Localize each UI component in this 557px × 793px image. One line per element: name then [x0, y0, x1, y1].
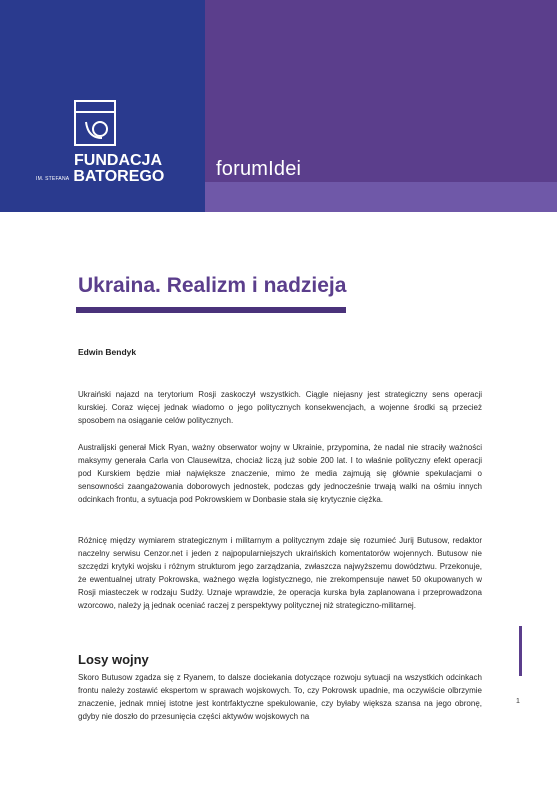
logo-text-im-stefana: IM. STEFANA: [36, 176, 70, 182]
paragraph-3: Różnicę między wymiarem strategicznym i militarnym a politycznym zdaje się rozumieć Jurij Butusow, redaktor naczelny serwisu Cenzor.net i jeden z najpopularniejszych ukraińskich komentatorów wojennych. Butusow nie szczędzi krytyki wojsku i różnym strukturom jego zarządzania, zwłaszcza najwyższemu dowództwu. Przekonuje, że ewentualnej utraty Pokrowska, ważnego węzła logistycznego, nie zrekompensuje nawet 50 okupowanych w Rosji miasteczek w rodzaju Sudży. Uznaje wprawdzie, że operacja kurska była zaplanowana i przeprowadzona wzorcowo, należy ją jednak oceniać raczej z perspektywy politycznej niż strategiczno-militarnej.: [78, 536, 482, 610]
document-title: Ukraina. Realizm i nadzieja: [78, 274, 347, 297]
logo-text-fundacja: FUNDACJA: [74, 152, 162, 169]
page-number: 1: [516, 698, 520, 705]
section-heading: Losy wojny: [78, 652, 149, 667]
paragraph-1: Ukraiński najazd na terytorium Rosji zaskoczył wszystkich. Ciągle niejasny jest strategiczny sens operacji kurskiej. Coraz więcej jednak wiadomo o jego politycznych konsekwencjach, a wojenne środki są przecież sposobem na osiąganie celów politycznych.: [78, 390, 482, 425]
fundacja-batorego-logo-icon: [74, 100, 116, 146]
title-underline-rule: [76, 307, 346, 313]
author-name: Edwin Bendyk: [78, 347, 137, 357]
paragraph-2: Australijski generał Mick Ryan, ważny obserwator wojny w Ukrainie, przypomina, że nadal nie straciły ważności maksymy generała Carla von Clausewitza, chociaż liczą już sobie 200 lat. I to właśnie polityczny efekt operacji pod Kurskiem będzie miał największe znaczenie, mimo że media zajmują się głównie spekulacjami o sensowności zaangażowania doborowych jednostek, podczas gdy jednocześnie trwają walki na ośmiu innych odcinkach frontu, a sytuacja pod Pokrowskiem w Donbasie stała się krytycznie ciężka.: [78, 443, 482, 504]
section-paragraph: Skoro Butusow zgadza się z Ryanem, to dalsze dociekania dotyczące rozwoju sytuacji na wszystkich odcinkach frontu należy zostawić ekspertom w sprawach wojskowych. To, czy Pokrowsk upadnie, ma oczywiście olbrzymie znaczenie, jednak mniej istotne jest kontrfaktyczne spekulowanie, czy byłaby większa szansa na jego obronę, gdyby nie doszło do przesunięcia części aktywów wojskowych na: [78, 673, 482, 721]
cover-header: [0, 0, 557, 212]
header-stripe: [205, 182, 557, 212]
logo-text-batorego-row: [36, 168, 164, 185]
margin-accent-bar: [519, 626, 522, 676]
logo-text-batorego: BATOREGO: [73, 168, 165, 185]
series-title: forumIdei: [216, 158, 302, 180]
